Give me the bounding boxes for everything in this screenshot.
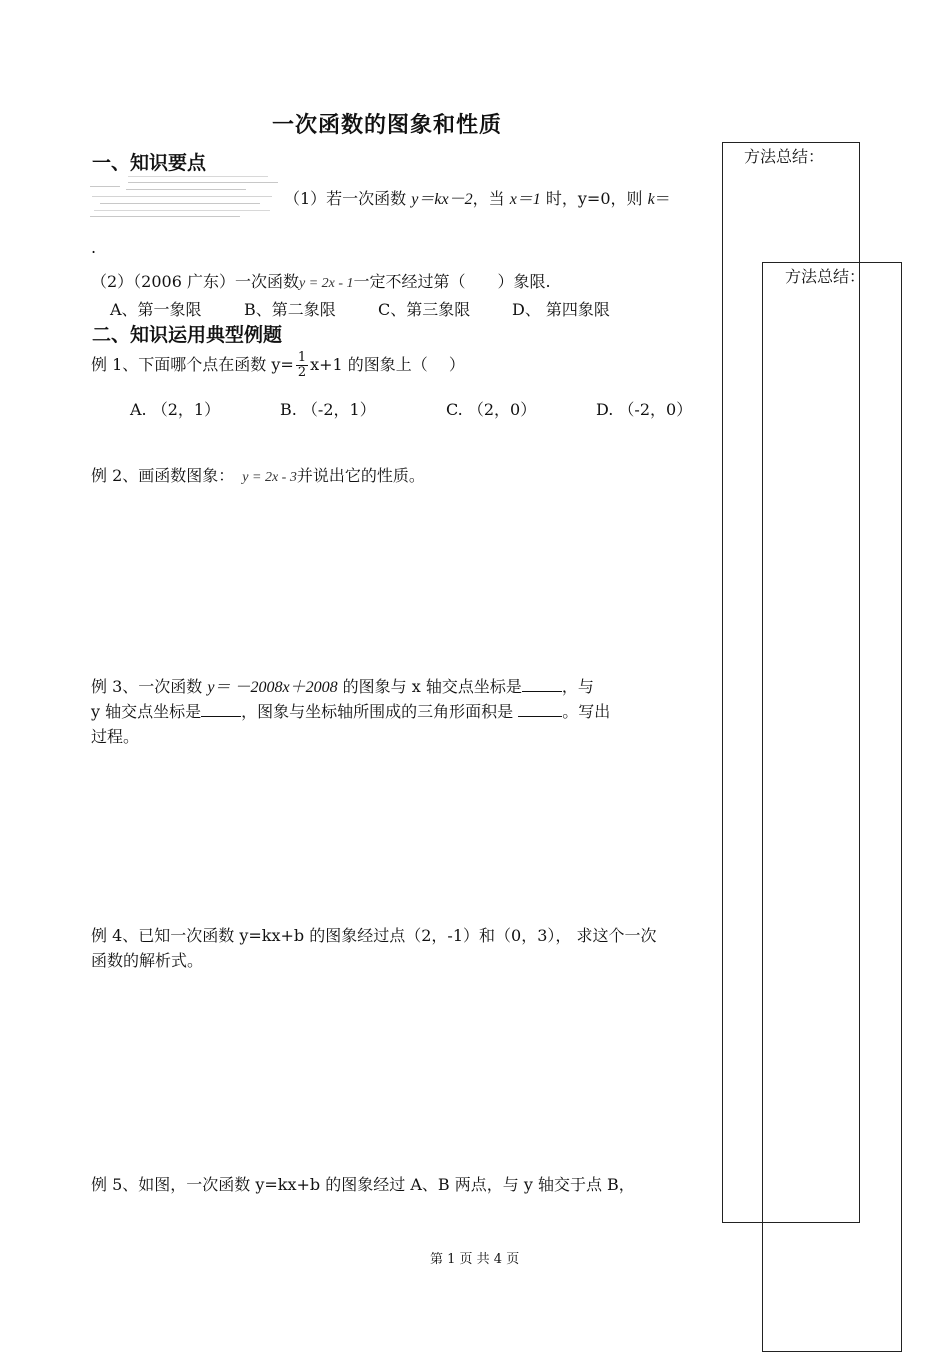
question-1-dot: . bbox=[91, 238, 97, 257]
example-5-line-1: 例 5、如图，一次函数 y=kx+b 的图象经过 A、B 两点，与 y 轴交于点 B， bbox=[91, 1175, 635, 1194]
example-4-line-1: 例 4、已知一次函数 y=kx+b 的图象经过点（2，-1）和（0，3）， 求这个一次 bbox=[91, 926, 657, 945]
question-1: （1）若一次函数 y＝kx－2，当 x＝1 时，y=0，则 k＝ bbox=[284, 189, 671, 208]
example-3-line-3: 过程。 bbox=[91, 727, 140, 746]
example-1-option-c: C. （2，0） bbox=[446, 400, 537, 419]
section-heading-examples: 二、知识运用典型例题 bbox=[92, 324, 283, 346]
question-2-option-a: A、第一象限 bbox=[110, 300, 202, 319]
example-1-option-d: D. （-2，0） bbox=[596, 400, 693, 419]
question-2-option-d: D、 第四象限 bbox=[512, 300, 610, 319]
method-summary-label-2: 方法总结： bbox=[785, 267, 866, 286]
page-title: 一次函数的图象和性质 bbox=[272, 113, 503, 138]
example-2: 例 2、画函数图象： y = 2x - 3并说出它的性质。 bbox=[91, 466, 425, 485]
section-heading-knowledge: 一、知识要点 bbox=[92, 152, 207, 174]
example-4-line-2: 函数的解析式。 bbox=[91, 951, 204, 970]
fraction-one-half: $\frac{1}{2}$ bbox=[297, 350, 307, 380]
example-1-option-b: B. （-2，1） bbox=[280, 400, 376, 419]
question-2-option-c: C、第三象限 bbox=[378, 300, 471, 319]
example-1-option-a: A. （2，1） bbox=[130, 400, 221, 419]
scanned-image-fragment bbox=[90, 172, 280, 220]
method-summary-label-1: 方法总结： bbox=[744, 147, 825, 166]
example-3-line-2: y 轴交点坐标是 ，图象与坐标轴所围成的三角形面积是 。写出 bbox=[91, 702, 611, 721]
method-summary-box-2[interactable] bbox=[762, 262, 902, 1352]
question-2: （2）（2006 广东）一次函数y = 2x - 1一定不经过第（ ）象限. bbox=[91, 272, 551, 291]
example-3-line-1: 例 3、一次函数 y＝ －2008x＋2008 的图象与 x 轴交点坐标是 ，与 bbox=[91, 677, 594, 696]
answer-blank-x-intercept[interactable] bbox=[522, 677, 562, 692]
answer-blank-area[interactable] bbox=[518, 702, 562, 717]
example-1: 例 1、下面哪个点在函数 y= $\frac{1}{2}$ x+1 的图象上（ ） bbox=[91, 350, 465, 380]
answer-blank-y-intercept[interactable] bbox=[201, 702, 241, 717]
question-2-option-b: B、第二象限 bbox=[244, 300, 336, 319]
page-footer: 第 1 页 共 4 页 bbox=[430, 1252, 520, 1267]
